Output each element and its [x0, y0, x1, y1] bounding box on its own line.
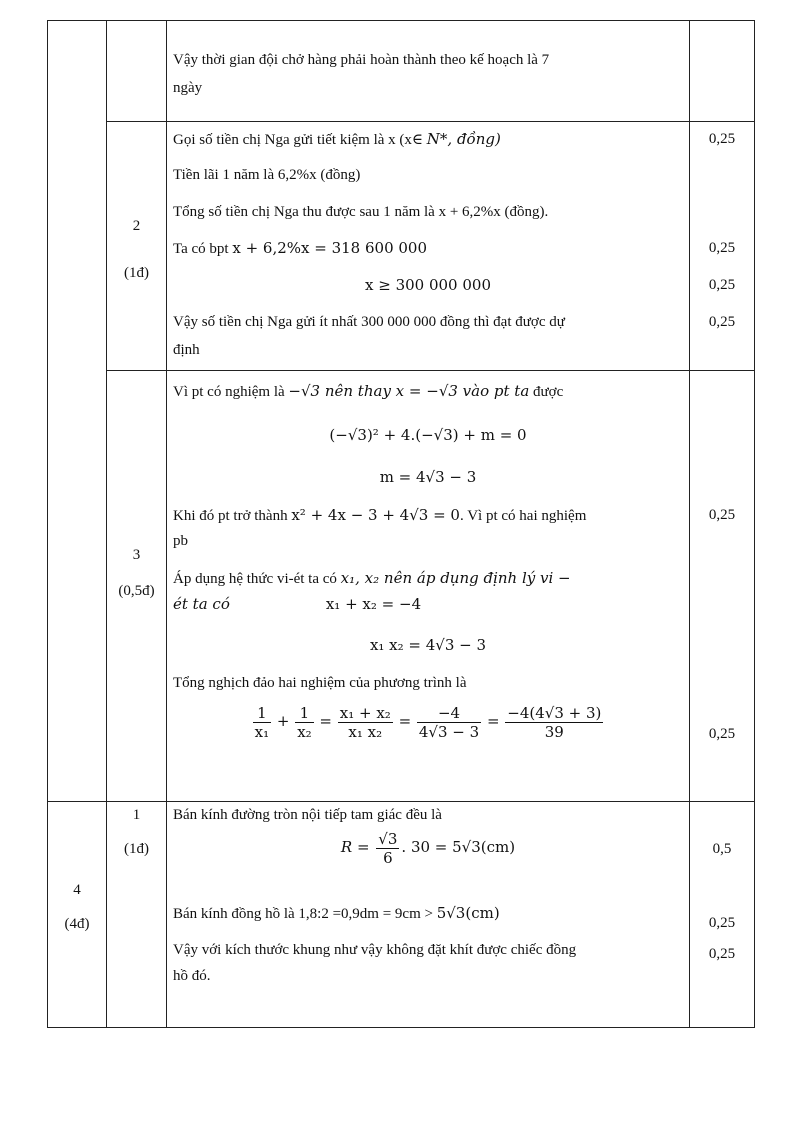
text: Áp dụng hệ thức vi-ét ta có	[173, 571, 341, 587]
equation: (−√3)² + 4.(−√3) + m = 0	[329, 426, 527, 444]
text: Vì pt có nghiệm là	[173, 384, 289, 400]
equation: x₁ + x₂ = −4	[325, 595, 422, 613]
text-line: ngày	[173, 80, 203, 96]
table-row	[48, 122, 755, 371]
score-value: 0,25	[708, 131, 736, 147]
text: Ta có bpt	[173, 241, 233, 257]
text-line: định	[173, 342, 200, 358]
fraction	[505, 704, 603, 741]
denominator: x₁ x₂	[348, 723, 383, 741]
score-cell	[690, 21, 755, 122]
score-value: 0,25	[708, 915, 736, 931]
math: 5√3(cm)	[436, 904, 500, 922]
text-line	[173, 594, 683, 615]
fraction	[295, 704, 313, 741]
part-number: 1	[132, 807, 141, 823]
part-cell	[107, 371, 167, 802]
question-number: 4	[73, 882, 81, 898]
math: x₁, x₂ nên áp dụng định lý vi −	[340, 569, 571, 587]
score-value: 0,25	[708, 946, 736, 962]
question-cell	[48, 802, 107, 1028]
part-cell	[107, 122, 167, 371]
part-cell	[107, 21, 167, 122]
math-line	[173, 635, 683, 656]
part-number: 2	[132, 218, 141, 234]
denominator: x₁	[254, 723, 270, 741]
question-points: (4đ)	[64, 916, 90, 932]
content-cell	[167, 21, 690, 122]
fraction	[253, 704, 271, 741]
math: x² + 4x − 3 + 4√3 = 0	[291, 506, 460, 524]
numerator: x₁ + x₂	[339, 704, 391, 722]
content-cell	[167, 802, 690, 1028]
math: x ≥ 300 000 000	[365, 276, 491, 294]
equation: m = 4√3 − 3	[379, 468, 477, 486]
content-cell	[167, 122, 690, 371]
text-line	[173, 568, 683, 589]
math: ét ta có	[173, 595, 230, 613]
math-line	[173, 275, 683, 296]
score-cell	[690, 371, 755, 802]
text-line: Bán kính đường tròn nội tiếp tam giác đều là	[173, 807, 442, 823]
part-points: (1đ)	[124, 265, 149, 281]
text: Gọi số tiền chị Nga gửi tiết kiệm là x (x∈	[173, 132, 427, 148]
math: −√3 nên thay x = −√3 vào pt ta	[288, 382, 530, 400]
answer-table	[47, 20, 755, 1028]
math-line	[173, 467, 683, 488]
score-value: 0,25	[708, 507, 736, 523]
math: x + 6,2%x = 318 600 000	[232, 239, 428, 257]
numerator: −4	[417, 704, 481, 723]
text-line: hồ đó.	[173, 968, 211, 984]
numerator: √3	[378, 830, 398, 848]
table-row	[48, 21, 755, 122]
math: R =	[340, 837, 375, 856]
table-row	[48, 371, 755, 802]
math: N*, đồng)	[426, 130, 501, 148]
math: . 30 = 5√3(cm)	[401, 837, 516, 856]
score-value: 0,25	[708, 314, 736, 330]
part-number: 3	[132, 547, 141, 563]
part-points: (0,5đ)	[118, 583, 155, 599]
text-line: Tổng nghịch đảo hai nghiệm của phương trình là	[173, 675, 467, 691]
denominator: 4√3 − 3	[418, 723, 480, 741]
text-line	[173, 505, 683, 526]
numerator: 1	[253, 704, 271, 723]
text: Khi đó pt trở thành	[173, 508, 292, 524]
text-line	[173, 903, 683, 924]
table-row	[48, 802, 755, 1028]
fraction	[338, 704, 393, 741]
text-line: pb	[173, 533, 188, 549]
score-value: 0,25	[708, 240, 736, 256]
fraction	[376, 830, 399, 867]
numerator: −4(4√3 + 3)	[507, 704, 602, 722]
denominator: 6	[383, 849, 393, 867]
score-value: 0,25	[708, 277, 736, 293]
score-value: 0,5	[712, 841, 732, 857]
text: được	[529, 384, 564, 400]
question-cell	[48, 21, 107, 802]
denominator: 39	[544, 723, 564, 741]
score-value: 0,25	[708, 726, 736, 742]
text-line: Tiền lãi 1 năm là 6,2%x (đồng)	[173, 167, 361, 183]
content-cell	[167, 371, 690, 802]
text-line	[173, 381, 683, 402]
fraction-line: $\frac{1}{\text{x₁}}$ + $\frac{1}{\text{x₂}}$ = $\frac{\text{x₁ + x₂}}{\text{x₁ x₂}}$ = $\frac{-4}{4√3 - 3}$ = $\frac{-4(4√3 + 3)}{39}$	[254, 704, 602, 741]
text: Bán kính đồng hồ là 1,8:2 =0,9dm = 9cm >	[173, 906, 437, 922]
text-line: Vậy với kích thước khung như vậy không đặt khít được chiếc đồng	[173, 942, 577, 958]
part-points: (1đ)	[124, 841, 149, 857]
part-cell	[107, 802, 167, 1028]
score-cell	[690, 802, 755, 1028]
score-cell	[690, 122, 755, 371]
text-line: Tổng số tiền chị Nga thu được sau 1 năm là x + 6,2%x (đồng).	[173, 204, 549, 220]
text-line	[173, 238, 683, 259]
text-line	[173, 129, 683, 150]
fraction	[417, 704, 481, 741]
text: . Vì pt có hai nghiệm	[459, 508, 587, 524]
text-line: Vậy số tiền chị Nga gửi ít nhất 300 000 000 đồng thì đạt được dự	[173, 314, 565, 330]
text-line: Vậy thời gian đội chở hàng phải hoàn thành theo kế hoạch là 7	[173, 52, 550, 68]
math-line	[173, 830, 683, 867]
numerator: 1	[295, 704, 313, 723]
math-line	[173, 425, 683, 446]
denominator: x₂	[297, 723, 312, 741]
equation: x₁ x₂ = 4√3 − 3	[369, 636, 487, 654]
